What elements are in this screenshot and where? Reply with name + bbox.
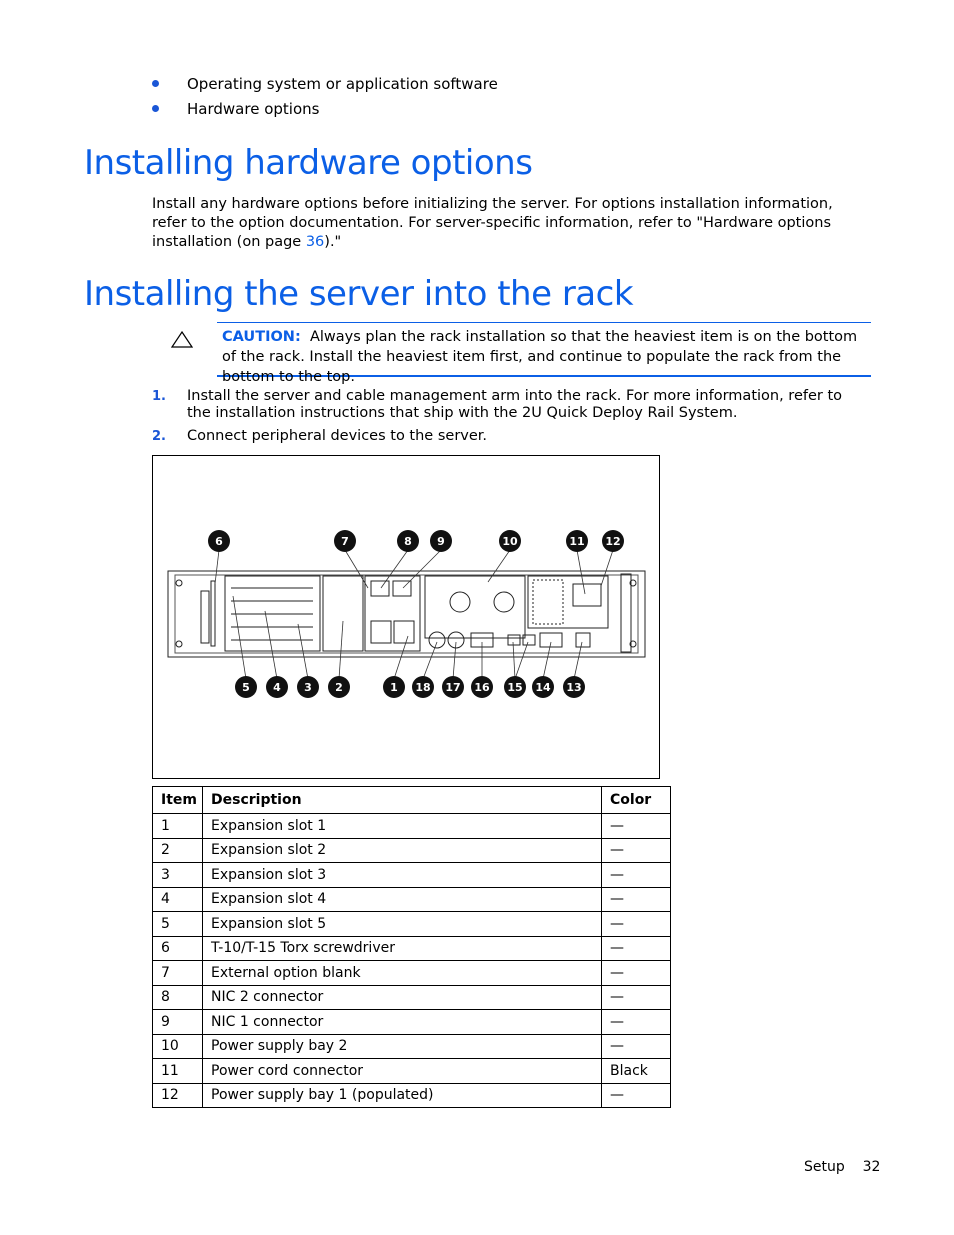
callout-badge [328,676,350,698]
bullet-dot-icon [152,105,159,112]
callout-number: 10 [502,535,518,548]
callout-number: 14 [535,681,551,694]
callout-badge [297,676,319,698]
cell-description: Power supply bay 1 (populated) [203,1083,602,1108]
items-table [152,786,671,1108]
cell-color: — [602,1010,671,1035]
cell-item: 9 [153,1010,203,1035]
cell-description: External option blank [203,961,602,986]
column-header-item: Item [153,787,203,814]
callout-badge [499,530,521,552]
cell-color: — [602,838,671,863]
cell-description: Expansion slot 3 [203,863,602,888]
bullet-dot-icon [152,80,159,87]
cell-item: 1 [153,814,203,839]
cell-color: — [602,863,671,888]
cell-description: Expansion slot 1 [203,814,602,839]
cell-item: 2 [153,838,203,863]
table-row [153,961,671,986]
cell-item: 4 [153,887,203,912]
callout-number: 9 [437,535,445,548]
page-footer [804,1159,880,1175]
callout-number: 2 [335,681,343,694]
cell-description: Expansion slot 5 [203,912,602,937]
callout-number: 5 [242,681,250,694]
cell-description: Power supply bay 2 [203,1034,602,1059]
callout-number: 4 [273,681,281,694]
cell-color: — [602,887,671,912]
list-item-text: Hardware options [187,100,320,118]
caution-box [217,322,871,385]
callout-badge [532,676,554,698]
body-text: Install any hardware options before initializing the server. For options installation information, refer to the option documentation. For server-specific information, refer to "Hardware options installation (on page [152,196,833,250]
callout-badge [412,676,434,698]
cell-description: Expansion slot 4 [203,887,602,912]
cell-item: 5 [153,912,203,937]
caution-message: Always plan the rack installation so that the heaviest item is on the bottom of the rack. Install the heaviest item first, and continue to populate the rack from the bottom to the top. [222,329,858,385]
callout-badge [383,676,405,698]
list-item-text: Operating system or application software [187,75,498,93]
table-row [153,814,671,839]
section-body-hardware-options [152,195,867,252]
callout-number: 8 [404,535,412,548]
section-heading-rack-install: Installing the server into the rack [84,274,634,314]
cell-item: 12 [153,1083,203,1108]
callout-number: 7 [341,535,349,548]
table-row [153,863,671,888]
callout-number: 16 [474,681,490,694]
cell-item: 6 [153,936,203,961]
callout-badge [235,676,257,698]
cell-item: 8 [153,985,203,1010]
table-row [153,985,671,1010]
step-text: Connect peripheral devices to the server. [187,428,488,444]
cell-color: — [602,985,671,1010]
callout-number: 18 [415,681,431,694]
caution-label: CAUTION: [222,329,301,345]
callout-number: 15 [507,681,523,694]
cell-description: NIC 1 connector [203,1010,602,1035]
cell-description: T-10/T-15 Torx screwdriver [203,936,602,961]
page-number: 32 [862,1159,881,1175]
cell-description: Power cord connector [203,1059,602,1084]
section-heading-hardware-options: Installing hardware options [84,143,533,183]
server-rear-panel-illustration [153,456,659,778]
step-number: 1. [152,389,166,404]
table-row [153,1010,671,1035]
callout-badge [566,530,588,552]
table-body [153,814,671,1108]
callout-badge [471,676,493,698]
callout-number: 17 [445,681,461,694]
table-row [153,1034,671,1059]
table-header-row [153,787,671,814]
column-header-description: Description [203,787,602,814]
callout-badge [563,676,585,698]
table-row [153,936,671,961]
cell-color: — [602,936,671,961]
cell-item: 7 [153,961,203,986]
callout-number: 12 [605,535,621,548]
cell-item: 11 [153,1059,203,1084]
cell-color: — [602,1034,671,1059]
cell-color: — [602,814,671,839]
callout-number: 1 [390,681,398,694]
callout-badge [266,676,288,698]
table-row [153,887,671,912]
callout-badge [602,530,624,552]
footer-section-name: Setup [804,1159,845,1175]
caution-text [222,327,870,387]
cell-item: 10 [153,1034,203,1059]
caution-triangle-icon [171,331,193,348]
callout-number: 11 [569,535,585,548]
cell-description: Expansion slot 2 [203,838,602,863]
cell-color: Black [602,1059,671,1084]
step-number: 2. [152,429,166,444]
callout-badge [397,530,419,552]
callout-badge [504,676,526,698]
callout-number: 3 [304,681,312,694]
table-row [153,1083,671,1108]
column-header-color: Color [602,787,671,814]
cell-description: NIC 2 connector [203,985,602,1010]
cell-color: — [602,961,671,986]
callout-number: 13 [566,681,582,694]
body-text-end: )." [324,234,342,250]
cell-item: 3 [153,863,203,888]
table-row [153,1059,671,1084]
callout-badge [430,530,452,552]
cell-color: — [602,912,671,937]
callout-badge [442,676,464,698]
callout-number: 6 [215,535,223,548]
table-row [153,838,671,863]
callout-badge [208,530,230,552]
table-row [153,912,671,937]
cell-color: — [602,1083,671,1108]
server-rear-panel-figure [152,455,660,779]
step-text: Install the server and cable management arm into the rack. For more information, refer to the installation instructions that ship with the 2U Quick Deploy Rail System. [187,388,843,421]
callout-badge [334,530,356,552]
page-link[interactable]: 36 [305,234,325,250]
